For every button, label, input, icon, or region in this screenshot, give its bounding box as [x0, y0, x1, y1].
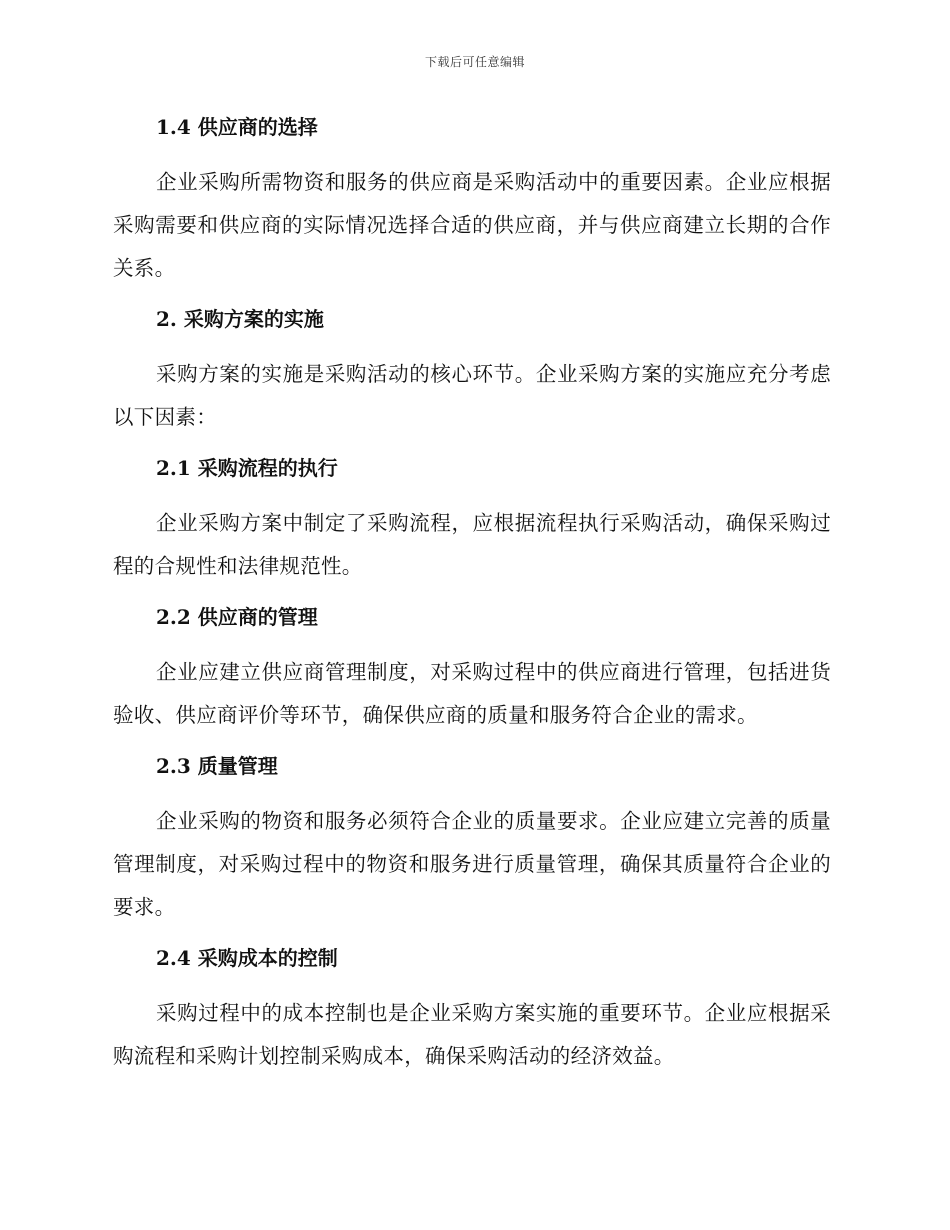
- section-2-4: [113, 939, 831, 1078]
- page-header: 下载后可任意编辑: [424, 55, 525, 69]
- section-2: [113, 300, 831, 439]
- section-paragraph: 企业采购的物资和服务必须符合企业的质量要求。企业应建立完善的质量管理制度，对采购过程中的物资和服务进行质量管理，确保其质量符合企业的要求。: [113, 809, 831, 919]
- section-paragraph: 采购方案的实施是采购活动的核心环节。企业采购方案的实施应充分考虑以下因素：: [113, 362, 831, 429]
- section-2-2: [113, 598, 831, 737]
- section-heading: 2.2 供应商的管理: [156, 605, 318, 629]
- section-paragraph: 采购过程中的成本控制也是企业采购方案实施的重要环节。企业应根据采购流程和采购计划控制采购成本，确保采购活动的经济效益。: [113, 1001, 831, 1068]
- section-paragraph: 企业应建立供应商管理制度，对采购过程中的供应商进行管理，包括进货验收、供应商评价等环节，确保供应商的质量和服务符合企业的需求。: [113, 660, 831, 727]
- section-heading: 2. 采购方案的实施: [156, 307, 324, 331]
- section-heading: 2.1 采购流程的执行: [156, 456, 338, 480]
- section-2-3: [113, 747, 831, 929]
- section-1-4: [113, 108, 831, 290]
- section-heading: 2.3 质量管理: [156, 754, 278, 778]
- section-heading: 1.4 供应商的选择: [156, 115, 318, 139]
- section-paragraph: 企业采购所需物资和服务的供应商是采购活动中的重要因素。企业应根据采购需要和供应商的实际情况选择合适的供应商，并与供应商建立长期的合作关系。: [113, 170, 831, 280]
- section-heading: 2.4 采购成本的控制: [156, 946, 338, 970]
- section-paragraph: 企业采购方案中制定了采购流程，应根据流程执行采购活动，确保采购过程的合规性和法律规范性。: [113, 511, 831, 578]
- section-2-1: [113, 449, 831, 588]
- document-body: [113, 108, 831, 1078]
